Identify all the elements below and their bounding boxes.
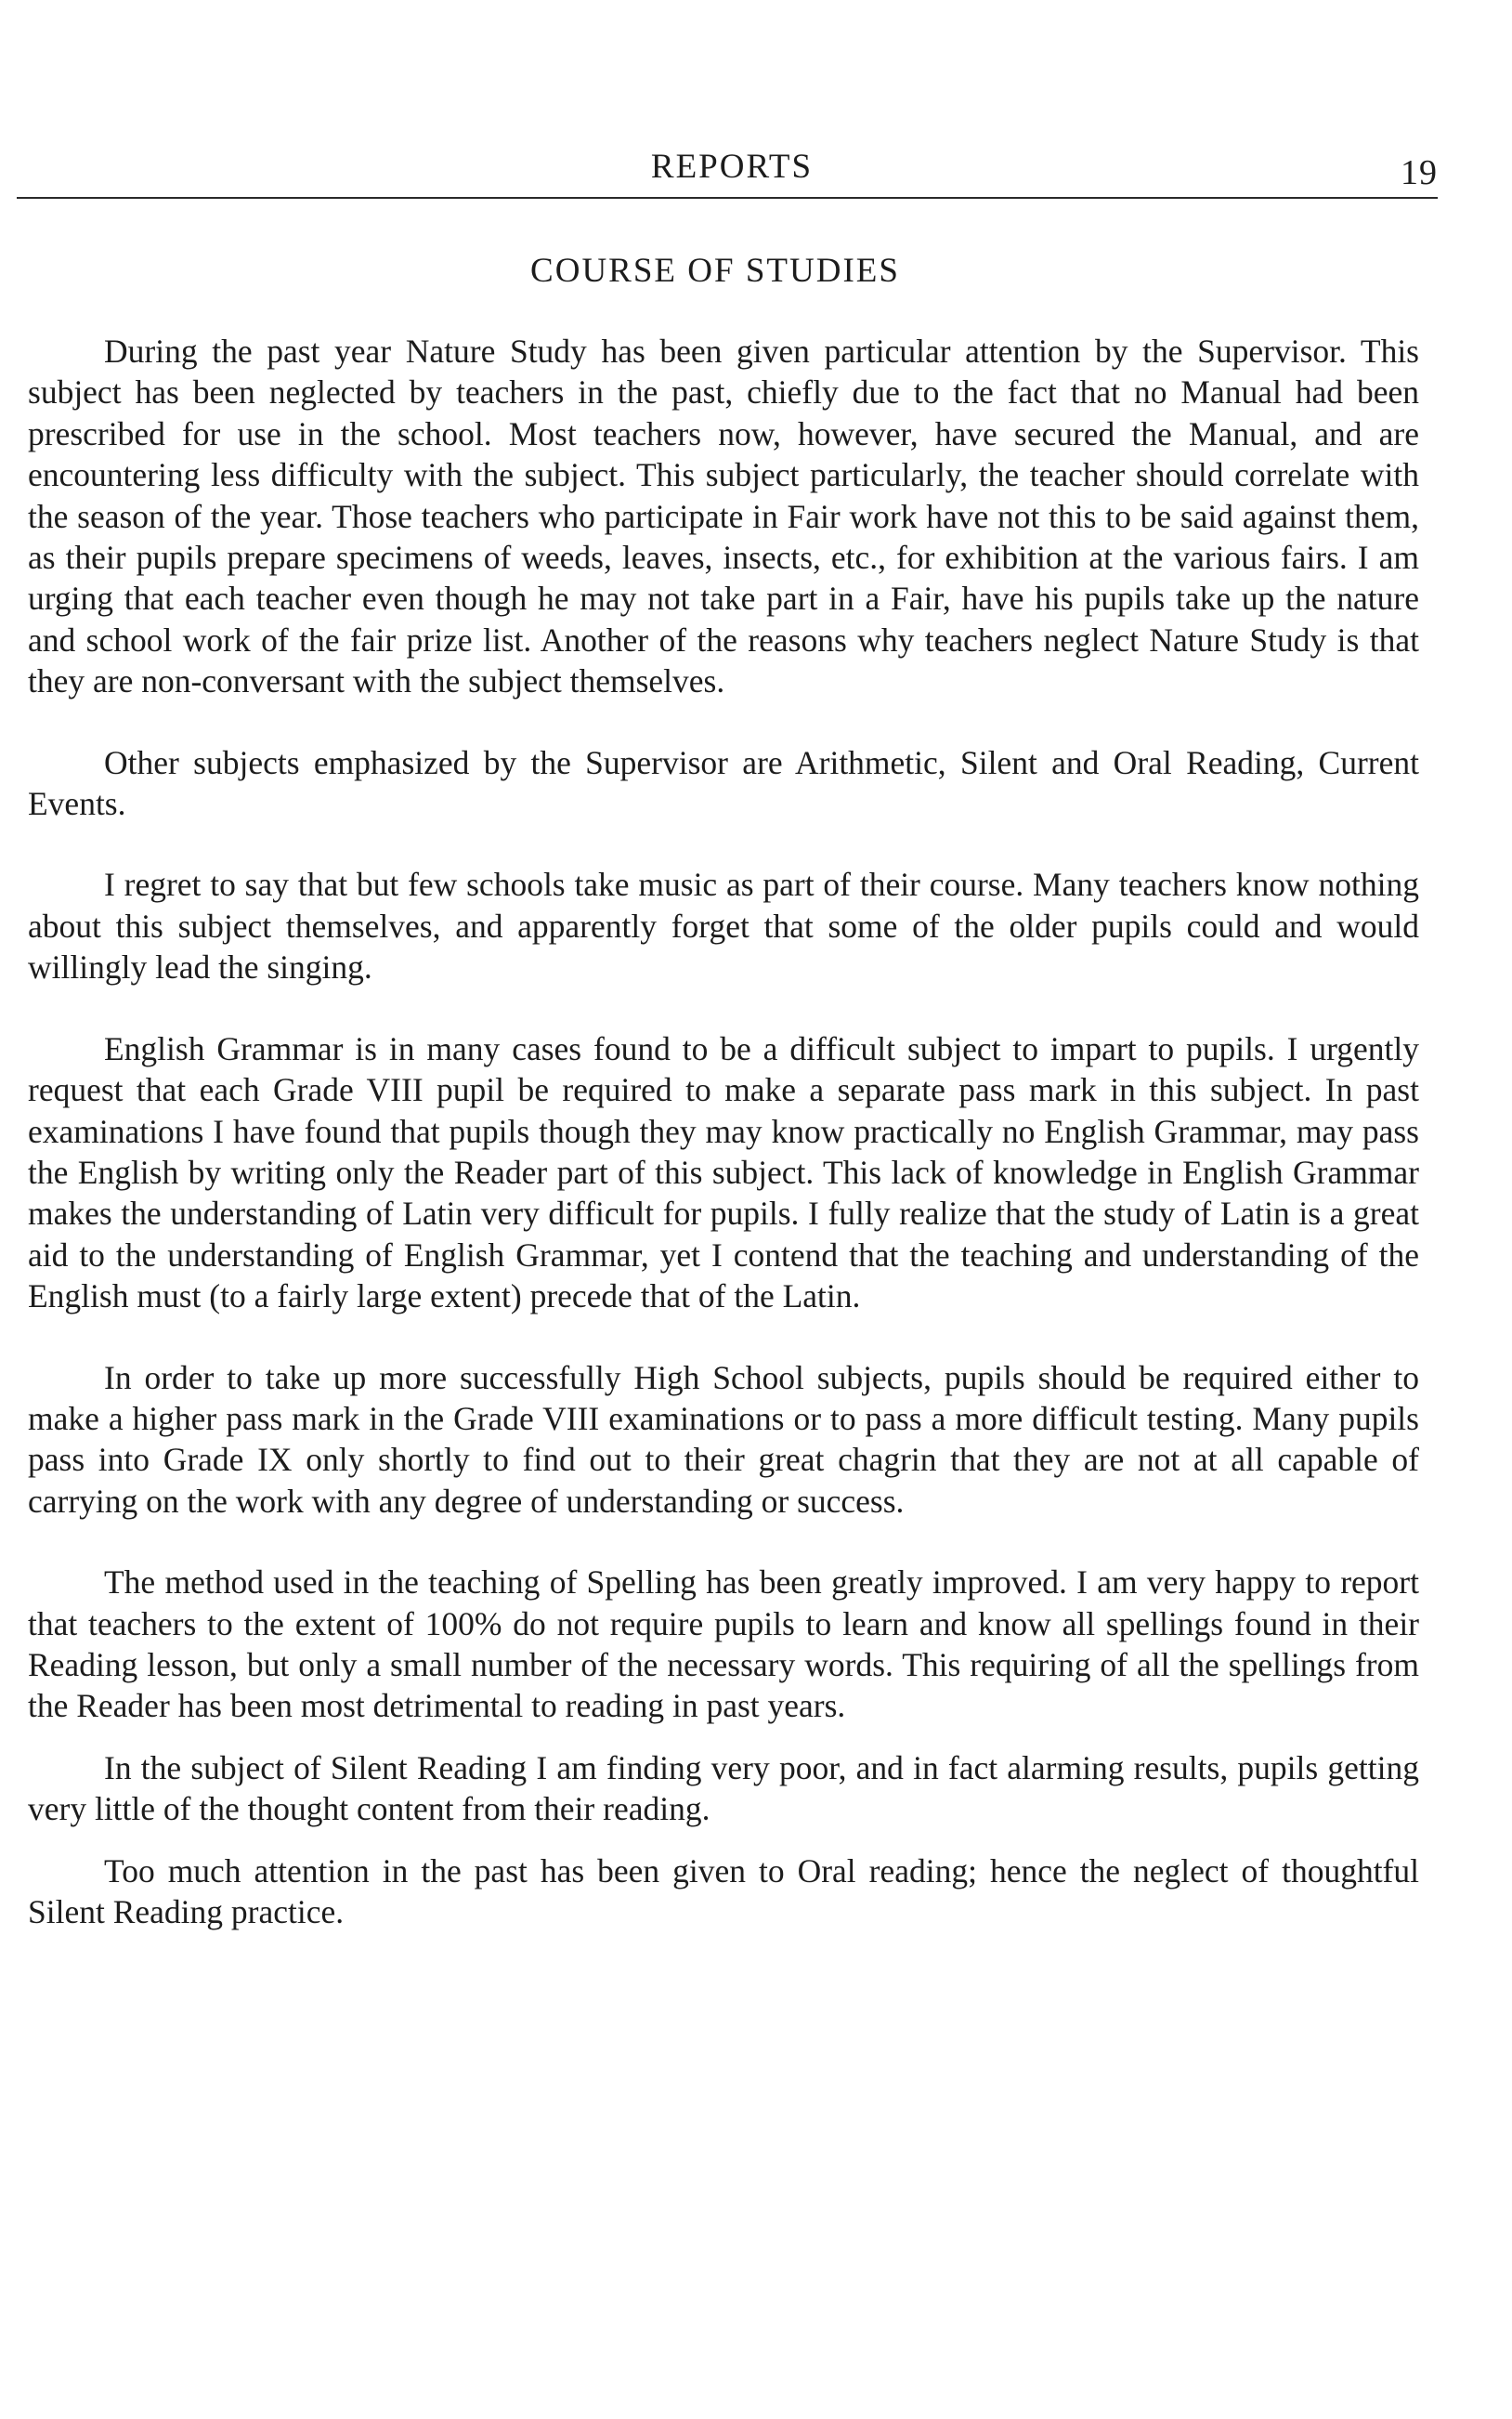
page-number: 19 [1401,153,1438,192]
running-header [26,139,1438,195]
paragraph-silent-reading: In the subject of Silent Reading I am finding very poor, and in fact alarming results, pupils getting very little of the thought content from their reading. [28,1748,1419,1828]
paragraph-spelling: The method used in the teaching of Spelling has been greatly improved. I am very happy to report that teachers to the extent of 100% do not require pupils to learn and know all spellings found in their Reading lesson, but only a small number of the necessary words. This requiring of all the spellings from the Reader has been most detrimental to reading in past years. [28,1563,1419,1725]
running-title: REPORTS [650,148,814,186]
section-heading: COURSE OF STUDIES [530,252,900,290]
paragraph-high-school: In order to take up more successfully High School subjects, pupils should be required either to make a higher pass mark in the Grade VIII examinations or to pass a more difficult testing. Many pupils pass into Grade IX only shortly to find out to their great chagrin that they are not at all capable of carrying on the work with any degree of understanding or success. [28,1358,1419,1520]
paragraph-music: I regret to say that but few schools take music as part of their course. Many teachers know nothing about this subject themselves, and apparently forget that some of the older pupils could and would willingly lead the singing. [28,866,1419,987]
paragraph-oral-reading: Too much attention in the past has been given to Oral reading; hence the neglect of thoughtful Silent Reading practice. [28,1851,1419,1930]
paragraph-nature-study: During the past year Nature Study has been given particular attention by the Supervisor. This subject has been neglected by teachers in the past, chiefly due to the fact that no Manual had been prescribed for use in the school. Most teachers now, however, have secured the Manual, and are encountering less difficulty with the subject. This subject particularly, the teacher should correlate with the season of the year. Those teachers who participate in Fair work have not this to be said against them, as their pupils prepare specimens of weeds, leaves, insects, etc., for exhibition at the various fairs. I am urging that each teacher even though he may not take part in a Fair, have his pupils take up the nature and school work of the fair prize list. Another of the reasons why teachers neglect Nature Study is that they are non-conversant with the subject themselves. [28,333,1419,700]
paragraph-other-subjects: Other subjects emphasized by the Supervisor are Arithmetic, Silent and Oral Reading, Current Events. [28,743,1419,823]
body-text [28,331,1419,1932]
paragraph-english-grammar: English Grammar is in many cases found to be a difficult subject to impart to pupils. I urgently request that each Grade VIII pupil be required to make a separate pass mark in this subject. In past examinations I have found that pupils though they may know practically no English Grammar, may pass the English by writing only the Reader part of this subject. This lack of knowledge in English Grammar makes the understanding of Latin very difficult for pupils. I fully realize that the study of Latin is a great aid to the understanding of English Grammar, yet I contend that the teaching and understanding of the English must (to a fairly large extent) precede that of the Latin. [28,1029,1419,1315]
header-rule [17,197,1438,199]
